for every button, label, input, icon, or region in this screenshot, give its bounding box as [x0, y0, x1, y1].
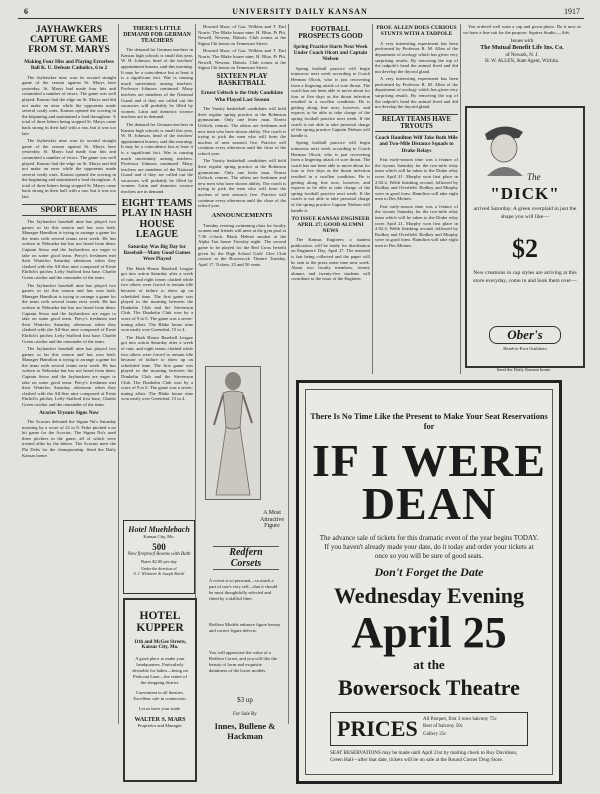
ad-manager: WALTER S. MARS [134, 716, 186, 723]
price-gallery: Gallery 25c [423, 731, 447, 737]
redfern-corset-ad [199, 360, 287, 778]
article-body: The demand for German teachers in Kansas high schools is small this year, W. H. Johnson, head of the teachers' appointment bureau, said this morning. It may be a coincidence but at least it is a significant fact. War is causing much uncertainty among teachers. Professor Johnson continued. Many teachers are members of the National Guard and if they are called out the vacancies will probably be filled by women. Latin and domestic science teachers are in demand. [121, 121, 193, 195]
page-number: 6 [24, 7, 28, 16]
prices-label: PRICES [337, 716, 418, 741]
article-body: The Varsity basketball candidates will hold their regular spring practice at the Robinson gymnasium. Only one letter man, Ernest Ueltsch, returns. The others are freshmen and new men who have shown ability. The coach is trying to pick the men who will form the nucleus of next season's five. Practice will continue every afternoon until the close of the school year. [198, 158, 286, 209]
article-body: Fast early-season time was a feature of the tryouts Saturday for the two-mile relay team which will be taken to the Drake relay races April 21. Murphy won first place in 2:02.4, Webb finishing second, followed by Rodkey and Overfield. Rodkey and Murphy were in good form. Hamilton will take eight men to Des Moines. [375, 203, 458, 249]
ad-brand: Redfern Corsets [213, 546, 279, 570]
article-body: Fast early-season time was a feature of the tryouts Saturday for the two-mile relay team which will be taken to the Drake relay races April 21. Murphy won first place in 2:02.4, Webb finishing second, followed by Rodkey and Overfield. Rodkey and Murphy were in good form. Hamilton will take eight men to Des Moines. [375, 157, 458, 202]
article-body: The Jayhawker nine won its second straight game of the season against St. Marys here yesterday. St. Marys had made four hits and committed a number of errors. The game was well played. Kansas had the edge on St. Marys and did not make an error while the opponents made several costly ones. Kansas opened the scoring in the beginning and maintained a lead throughout. A total of three hitters being stopped St. Marys came back strong in their half with a run, but it was too late. [22, 138, 116, 200]
ad-for-sale: For Sale By [233, 712, 257, 717]
article-body: The Varsity basketball candidates will hold their regular spring practice at the Robinson gymnasium. Only one letter man, Ernest Ueltsch, returns. The others are freshmen and new men who have shown ability. The coach is trying to pick the men who will form the nucleus of next season's five. Practice will continue every afternoon until the close of the school year. [198, 106, 286, 156]
subhead-jayhawkers: Making Four Hits and Playing Errorless Ball K. U. Defeats Catholics, 6 to 2 [24, 58, 114, 72]
article-body: A very interesting experiment has been performed by Professor R. M. Allen of the department of zoology which has given very surprising results. By removing the top of the tadpole's head the animal lived and did not develop the thyroid gland. [375, 40, 458, 74]
article-body: The Jayhawker baseball nine has played two games so far this season and has won both. Manager Hamilton is trying to arrange a game for the team with several teams next week. He has written to Nebraska but has not heard from them. Captain Sesso and the Jayhawkers are eager to take on some good team. Percy's freshmen met their Waterloo Saturday afternoon when they clashed with the All-Star nine composed of Ernie Ehrlich's pitcher, Lefty Stafford first base, Charlie Green catcher and the remainder of the team. [22, 282, 116, 344]
column-divider [372, 24, 373, 374]
corset-figure-illustration [205, 366, 261, 500]
ad-body: A good place to make your headquarters. Particularly desirable for ladies—being on Petticoat Lane—the center of the shopping district. [132, 656, 188, 685]
ad-city: Kansas City, Mo. [143, 534, 175, 539]
column-4 [291, 24, 370, 364]
column-6-top [463, 24, 581, 114]
price-parquet: All Parquet, first 3 rows balcony 75c [423, 717, 497, 722]
article-body: Howard Shaw, of Gas. Wilkins and T. Earl Norris. The Blake house nine; H. Blue, Pi Phi, Newell, Newton, Dubois. Club rooms at the Sigma Chi house on Tennessee Street. [198, 48, 286, 71]
ad-title: Hotel Muehlebach [128, 525, 190, 534]
ad-the: The [527, 172, 541, 182]
headline-tadpole: PROF. ALLEN DOES CURIOUS STUNTS WITH A TADPOLE [376, 25, 457, 37]
ad-title: HOTEL KUPPER [136, 610, 184, 635]
article-body: The Acacias defeated the Sigma Nu's Saturday morning by a score of 22 to 8. Fiske pitched a no hit game for the Acacias. The Sigma Nu's used three pitchers in the game, all of which were treated alike by the hitters. The Acacias meet the Phi Delts for the championship. Send the Daily Kansas home. [22, 418, 116, 458]
ad-direction: Under the direction of [141, 566, 177, 571]
ad-at: at the [413, 656, 445, 672]
article-body: The Kansas Engineer, a student publication, will be ready for distribution on Engineers' Day, April 27. The material is fast being collected and the paper will be sent to the press some time next week. About two faculty members, twenty alumni, and twenty-five students will contribute to the issue of the Engineer. [291, 237, 370, 282]
ad-body-3: You will appreciate the value of a Redfern Corset, and you will like the beauty of form and exquisite daintiness of the lower models. [209, 650, 277, 673]
headline-announcements: ANNOUNCEMENTS [211, 211, 273, 219]
article-body: A very interesting experiment has been performed by Professor R. M. Allen of the department of zoology which has given very surprising results. By removing the top of the tadpole's head the animal lived and did not develop the thyroid gland. [375, 76, 458, 110]
ad-rate: Let us have your trade. [138, 705, 182, 711]
subhead-hash-house: Saturday Was Big Day for Baseball—Many Good Games Were Played [123, 243, 191, 263]
woman-figure-icon [206, 367, 260, 499]
article-body: Howard Shaw, of Gas. Wilkins and T. Earl Norris. The Blake house nine; H. Blue, Pi Phi, Newell, Newton, Dubois. Club rooms at the Sigma Chi house on Tennessee Street. [198, 24, 286, 46]
cap-man-illustration [473, 114, 533, 178]
column-3 [198, 24, 286, 354]
headline-football: FOOTBALL PROSPECTS GOOD [298, 25, 363, 41]
ad-manager-role: Proprietor and Manager. [137, 722, 183, 728]
ad-price: $3 up [237, 696, 253, 704]
headline-german-teachers: THERE'S LITTLE DEMAND FOR GERMAN TEACHERS [123, 26, 191, 45]
ad-venue: Bowersock Theatre [338, 674, 520, 700]
article-body: The Jayhawker baseball nine has played two games so far this season and has won both. Manager Hamilton is trying to arrange a game for the team with several teams next week. He has written to Nebraska but has not heard from them. Captain Sesso and the Jayhawkers are eager to take on some good team. Percy's freshmen met their Waterloo Saturday afternoon when they clashed with the All-Star nine composed of Ernie Ehrlich's pitcher, Lefty Stafford first base, Charlie Green catcher and the remainder of the team. [22, 219, 116, 280]
photo-ad: You ordered well want a cap and gown photo. Do it now as we have a fine suit for the purpose. Squires Studio.—Adv. [463, 24, 581, 35]
headline-acacias: Aracies Tryouts Signs Now [39, 409, 99, 416]
column-5 [375, 24, 458, 364]
ad-store: Innes, Bullene & Hackman [214, 721, 276, 741]
ad-rate: Rates $2.00 per day [141, 559, 177, 564]
ad-day: Wednesday Evening [333, 583, 525, 609]
man-in-cap-icon [473, 114, 533, 178]
article-body: The Hash House Baseball League got into action Saturday after a week of rain, and eight teams clashed while two others were forced to remain idle because of failure to show up on scheduled time. The first game was played in the morning between the Dunkelin Club and the Stevenson Club. The Dunkelin Club won by a score of 9 to 6. The game was a seven-inning affair. The Blake house nine won easily over Greenleaf, 15 to 4. [121, 334, 193, 402]
subhead-basketball: Ernest Ueltsch is the Only Candidate Who Played Last Season [201, 90, 283, 103]
ad-rooms-desc: New fireproof Rooms with Bath [127, 552, 191, 557]
seat-reservations: SEAT RESERVATIONS may be made until April 21st by mailing check to Roy Davidson, Green Hall—after that date, tickets will be on sale at the Round Corner Drug Store. [330, 750, 518, 763]
ad-address: 11th and McGee Streets, Kansas City, Mo. [133, 640, 187, 651]
insurance-city: of Newark, N. J. [505, 52, 539, 58]
article-body: Spring football practice will begin tomorrow next week according to Coach Herman Olcott, who is just recovering from a lingering attack of sore throat. The coach has not been able to move about for four or five days as the throat infection resulted in a swollen condition. He is getting along fine now, however, and expects to be able to take charge of the spring football practice next week. If the coach is not able to take personal charge of the spring practice Captain Nielsen will handle it. [291, 140, 370, 213]
dick-cap-ad [465, 106, 585, 368]
play-title: IF I WERE DEAN [312, 434, 546, 530]
ad-new-creations: New creations in cap styles are arriving at this store everyday, come in and look them over— [473, 270, 577, 284]
ad-body-1: A corset is so personal—so much a part of one's very self—that it should be most thoughtfully selected and fitted by a skillful fitter. [209, 578, 278, 601]
headline-jayhawkers: JAYHAWKERS CAPTURE GAME FROM ST. MARYS [28, 25, 110, 55]
subhead-football: Spring Practice Starts Next Week Under Coach Olcott and Captain Nielsen [293, 43, 368, 63]
bowersock-theatre-ad [296, 380, 562, 784]
ad-rooms: 500 [152, 542, 166, 552]
headline-engineer: TO ISSUE KANSAS ENGINEER APRIL 27; GOOD ALUMNI NEWS [291, 216, 370, 234]
article-body: The Jayhawker nine won its second straight game of the season against St. Marys here yesterday. St. Marys had made four hits and committed a number of errors. The game was well played. Kansas had the edge on St. Marys and did not make an error while the opponents made several costly ones. Kansas opened the scoring in the beginning and maintained a lead throughout. A total of three hitters being stopped St. Marys came back strong in their half with a run, but it was too late. [22, 74, 116, 136]
ad-intro: There Is No Time Like the Present to Make Your Seat Reservations for [310, 412, 548, 432]
ad-store: Ober's [489, 326, 561, 344]
ad-dont-forget: Don't Forget the Date [374, 565, 484, 580]
ad-date: April 25 [351, 607, 507, 657]
headline-sport-beams: SPORT BEAMS [22, 204, 116, 216]
column-1 [22, 24, 116, 784]
ad-price: $2 [512, 234, 538, 263]
ad-convenient: Convenient to all theatres. Excellent cafe in connection. [133, 689, 187, 701]
ad-body-2: Redfern Models enhance figure beauty and correct figure defects. [209, 622, 281, 633]
ad-cap-name: "DICK" [490, 184, 560, 203]
article-body: The demand for German teachers in Kansas high schools is small this year, W. H. Johnson, head of the teachers' appointment bureau, said this morning. It may be a coincidence but at least it is a significant fact. War is causing much uncertainty among teachers. Professor Johnson continued. Many teachers are members of the National Guard and if they are called out the vacancies will probably be filled by women. Latin and domestic science teachers are in demand. [121, 47, 193, 120]
send-kansan-note: Send the Daily Kansan home. [496, 367, 552, 372]
newspaper-name: UNIVERSITY DAILY KANSAN [232, 7, 368, 16]
price-list [423, 716, 523, 738]
headline-hash-house: EIGHT TEAMS PLAY IN HASH HOUSE LEAGUE [121, 197, 193, 241]
ad-inner-border [305, 389, 553, 775]
subhead-relay: Coach Hamilton Will Take Both Mile and Two-Mile Distance Squads to Drake Relays [375, 135, 458, 154]
column-divider [118, 24, 119, 724]
ad-arrived: arrived Saturday. A green overplaid in just the shape you will like— [473, 206, 577, 220]
insurance-agent: H. W. ALLEN, State Agent, Wichita. [485, 58, 559, 64]
issue-date: 1917 [564, 7, 580, 16]
insurance-company: The Mutual Benefit Life Ins. Co. [480, 45, 564, 52]
article-body: The Hash House Baseball League got into action Saturday after a week of rain, and eight teams clashed while two others were forced to remain idle because of failure to show up on scheduled time. The first game was played in the morning between the Dunkelin Club and the Stevenson Club. The Dunkelin Club won by a score of 9 to 6. The game was a seven-inning affair. The Blake house nine won easily over Greenleaf, 15 to 4. [121, 265, 193, 333]
insurance-issues: Issues with [510, 39, 534, 45]
ad-body: The advance sale of tickets for this dramatic event of the year begins TODAY. If you haven't already made your date, do it today and order your tickets at once so you will be sure of good seats. [319, 534, 539, 561]
column-divider [288, 24, 289, 724]
hotel-muehlebach-ad [123, 520, 195, 594]
article-body: Spring football practice will begin tomorrow next week according to Coach Herman Olcott, who is just recovering from a lingering attack of sore throat. The coach has not been able to move about for four or five days as the throat infection resulted in a swollen condition. He is getting along fine now, however, and expects to be able to take charge of the spring football practice next week. If the coach is not able to take personal charge of the spring practice Captain Nielsen will handle it. [291, 65, 370, 138]
ad-managers: S. J. Whitmore & Joseph Reichl [133, 571, 185, 576]
price-balcony: Rest of balcony 50c [423, 724, 463, 730]
masthead-rule [18, 18, 584, 19]
ad-title: A Most Attractive Figure [260, 510, 284, 530]
ad-tagline: Head-to-Foot Outfitters [503, 346, 547, 351]
headline-relay: RELAY TEAMS HAVE TRYOUTS [375, 114, 458, 132]
article-body: The Jayhawker baseball nine has played two games so far this season and has won both. Manager Hamilton is trying to arrange a game for the team with several teams next week. He has written to Nebraska but has not heard from them. Captain Sesso and the Jayhawkers are eager to take on some good team. Percy's freshmen met their Waterloo Saturday afternoon when they clashed with the All-Star nine composed of Ernie Ehrlich's pitcher, Lefty Stafford first base, Charlie Green catcher and the remainder of the team. [22, 346, 116, 408]
headline-basketball: SIXTEEN PLAY BASKETBALL [216, 71, 268, 88]
hotel-kupper-ad [123, 598, 197, 782]
article-body: Tuesday evening swimming class for faculty women and friends will meet at the gym pool at 7:30 o'clock. Black Helmet smoker at the Alpha Tau house Tuesday night. The second game to be played for the Red Cross benefit given by the High School Girls' Glee Club concert at the Bowersock Theatre Tuesday, April 17. Tickets, 25 and 50 cents. [198, 222, 286, 267]
column-divider [460, 24, 461, 374]
ticket-prices [330, 712, 528, 746]
